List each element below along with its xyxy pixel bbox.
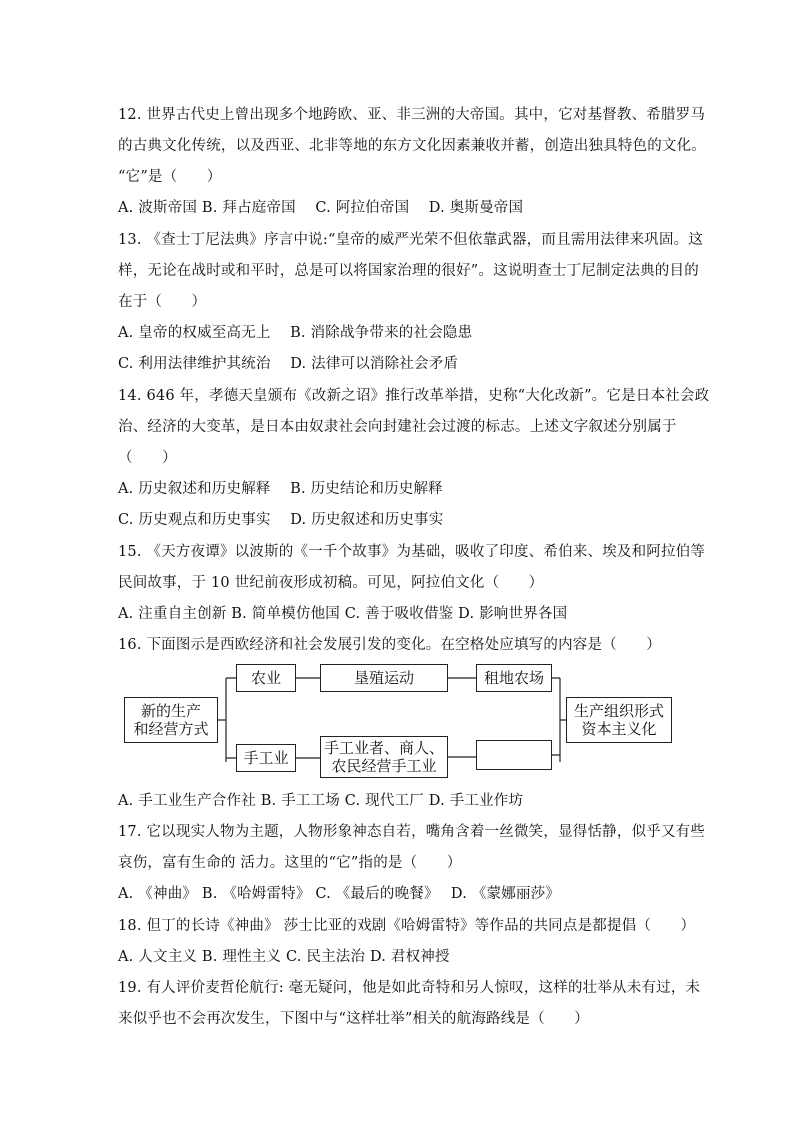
question-18-options: A. 人文主义 B. 理性主义 C. 民主法治 D. 君权神授 [118,949,450,965]
diagram-box-handicraft-operators [320,736,448,778]
question-16-options: A. 手工业生产合作社 B. 手工工场 C. 现代工厂 D. 手工业作坊 [118,793,524,809]
question-13-options: C. 利用法律维护其统治 D. 法律可以消除社会矛盾 [118,356,459,372]
diagram-box-leased-farm: 租地农场 [476,664,552,692]
question-19-text: 19. 有人评价麦哲伦航行: 毫无疑问，他是如此奇特和另人惊叹，这样的壮举从未有过，未 [118,980,701,996]
question-15-text: 民间故事，于 10 世纪前夜形成初稿。可见，阿拉伯文化（ ） [118,575,544,591]
question-12-text: 的古典文化传统，以及西亚、北非等地的东方文化因素兼收并蓄，创造出独具特色的文化。 [118,138,706,154]
question-14-text: 14. 646 年，孝德天皇颁布《改新之诏》推行改革举措，史称“大化改新”。它是日本社会政 [118,388,710,404]
question-19-text: 来似乎也不会再次发生，下图中与“这样壮举”相关的航海路线是（ ） [118,1011,589,1027]
question-13-text: 13. 《查士丁尼法典》序言中说:“皇帝的威严光荣不但依靠武器，而且需用法律来巩固。这 [118,232,704,248]
question-12-text: “它”是（ ） [118,169,222,185]
question-17-options: A. 《神曲》 B. 《哈姆雷特》 C. 《最后的晚餐》 D. 《蒙娜丽莎》 [118,886,561,902]
question-12-options: A. 波斯帝国 B. 拜占庭帝国 C. 阿拉伯帝国 D. 奥斯曼帝国 [118,200,524,216]
question-14-options: A. 历史叙述和历史解释 B. 历史结论和历史解释 [118,481,443,497]
question-16-diagram [118,660,678,780]
diagram-text: 手工业者、商人、 [323,739,444,757]
question-13-text: 在于（ ） [118,294,207,310]
diagram-text: 农民经营手工业 [331,757,437,775]
diagram-text: 生产组织形式 [573,702,664,720]
question-16-text: 16. 下面图示是西欧经济和社会发展引发的变化。在空格处应填写的内容是（ ） [118,637,661,653]
question-17-text: 哀伤，富有生命的 活力。这里的“它”指的是（ ） [118,855,462,871]
question-14-text: （ ） [118,450,177,466]
question-13-options: A. 皇帝的权威至高无上 B. 消除战争带来的社会隐患 [118,325,473,341]
question-15-options: A. 注重自主创新 B. 简单模仿他国 C. 善于吸收借鉴 D. 影响世界各国 [118,606,568,622]
diagram-box-agriculture: 农业 [236,664,296,692]
diagram-text: 资本主义化 [581,720,657,738]
question-18-text: 18. 但丁的长诗《神曲》 莎士比亚的戏剧《哈姆雷特》等作品的共同点是都提倡（ ） [118,918,696,934]
question-14-text: 治、经济的大变革，是日本由奴隶社会向封建社会过渡的标志。上述文字叙述分别属于 [118,419,677,435]
diagram-text: 和经营方式 [133,720,209,738]
diagram-box-new-mode [124,697,218,743]
diagram-text: 新的生产 [140,702,201,720]
diagram-box-blank [476,740,552,770]
diagram-box-enclosure: 垦殖运动 [320,664,448,692]
question-12-text: 12. 世界古代史上曾出现多个地跨欧、亚、非三洲的大帝国。其中，它对基督教、希腊罗马 [118,107,706,123]
question-17-text: 17. 它以现实人物为主题，人物形象神态自若，嘴角含着一丝微笑，显得恬静，似乎又有些 [118,824,706,840]
question-15-text: 15. 《天方夜谭》以波斯的《一千个故事》为基础，吸收了印度、希伯来、埃及和阿拉伯等 [118,544,706,560]
diagram-box-handicraft: 手工业 [236,744,296,772]
diagram-box-capitalism [566,697,672,743]
question-14-options: C. 历史观点和历史事实 D. 历史叙述和历史事实 [118,512,444,528]
question-13-text: 样，无论在战时或和平时，总是可以将国家治理的很好”。这说明查士丁尼制定法典的目的 [118,263,699,279]
